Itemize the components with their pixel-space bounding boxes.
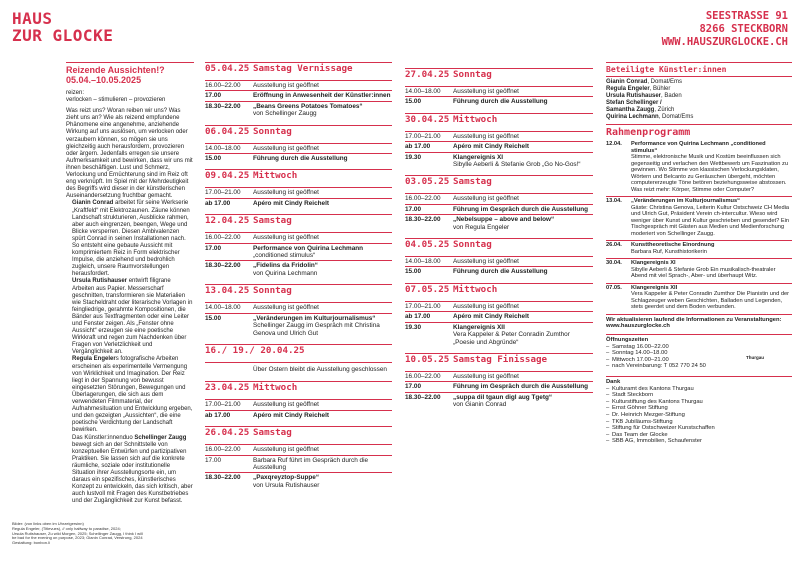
- event-title: Klangereignis XII: [453, 323, 505, 331]
- day-date: 09.04.25: [205, 170, 250, 182]
- event-time: ab 17.00: [205, 411, 231, 419]
- program-body: [631, 285, 792, 311]
- day-title: Mittwoch: [453, 113, 498, 125]
- day-date: 10.05.25: [405, 353, 450, 365]
- event-row: [205, 260, 392, 278]
- event-row: [405, 204, 593, 214]
- thanks-item: – Dr. Heinrich Mezger-Stiftung: [606, 412, 792, 419]
- artists-list: [606, 76, 792, 121]
- day-date: 27.04.25: [405, 69, 450, 80]
- artist-place: , Bühler: [649, 86, 671, 92]
- thanks-item: – Ernst Göhner Stiftung: [606, 405, 792, 412]
- event-time: 16.00–22.00: [205, 82, 241, 89]
- event-description: [453, 313, 593, 320]
- event-time: 18.30–22.00: [205, 474, 241, 482]
- event-description: [253, 145, 392, 152]
- program-text: Stimme, elektronische Musik und Kostüm beeinflussen sich gegenseitig und verlachen den Wettbewerb um Faszination zu gewinnen. Wo Stimme von klassischen Verlockungsklaten, Wörtern und Belcanto zu Geräuschen übergeht, möchten computererzeugte Töne betören beziehungsweise abstossen. Was reizt mehr: Körper, Stimme oder Computer?: [631, 154, 789, 193]
- day-header: [405, 283, 593, 301]
- event-title: Ausstellung ist geöffnet: [453, 258, 519, 266]
- event-subtitle: von Gianin Conrad: [453, 401, 507, 409]
- event-description: [453, 206, 593, 213]
- event-time: 17.00: [205, 456, 221, 464]
- thanks-item: – Stiftung für Ostschweizer Kunstschaffen: [606, 425, 792, 432]
- event-description: [253, 262, 392, 277]
- day-title: Mittwoch: [253, 382, 298, 394]
- event-description: [453, 394, 593, 409]
- day-date: 12.04.25: [205, 215, 250, 227]
- thanks-item: – Das Team der Glocke: [606, 432, 792, 439]
- event-title: Eröffnung in Anwesenheit der Künstler:innen: [253, 92, 391, 100]
- event-title: Performance von Quirina Lechmann: [253, 244, 364, 252]
- artist-name: Ursula Rutishauser: [606, 93, 662, 99]
- event-description: [253, 245, 392, 260]
- day-title: Samstag Vernissage: [253, 63, 353, 74]
- closure-note: Über Ostern bleibt die Ausstellung geschlossen: [205, 362, 392, 375]
- event-description: [253, 315, 392, 337]
- day-date: 05.04.25: [205, 63, 250, 74]
- artist-name: Gianin Conrad: [606, 79, 648, 85]
- day-date: 03.05.25: [405, 176, 450, 188]
- logo: [12, 10, 113, 44]
- event-description: [253, 82, 392, 89]
- program-item: [606, 258, 792, 280]
- event-row: [405, 86, 593, 96]
- event-title: „Paxqreyztop-Suppe“: [253, 474, 320, 482]
- event-title: Ausstellung ist geöffnet: [253, 82, 319, 89]
- event-time: 16.00–22.00: [205, 234, 241, 242]
- program-body: [631, 198, 792, 237]
- update-note: [606, 314, 792, 330]
- event-row: [205, 399, 392, 409]
- event-time: ab 17.00: [405, 313, 431, 321]
- event-description: [253, 304, 392, 311]
- event-time: 14.00–18.00: [205, 304, 241, 312]
- program-date: 12.04.: [606, 141, 622, 147]
- intro-sub1: reizen:: [66, 90, 85, 96]
- event-time: 17.00: [205, 92, 221, 100]
- program-text: Gäste: Christina Genova, Leiterin Kultur Ostschweiz CH Media und Ulrich Gut, Präsident Verein ch-intercultur. Wieso wird weniger über Kunst und Kultur geschrieben und gesendet? Ein Tischgespräch mit Gästen aus Medien und Medienforschung moderiert von Schellinger Zaugg.: [631, 204, 790, 237]
- event-time: 19.30: [405, 323, 421, 331]
- thanks-item: – Kulturamt des Kantons Thurgau: [606, 386, 792, 393]
- event-title: Apéro mit Cindy Reichelt: [253, 411, 329, 419]
- intro-column: [66, 62, 194, 505]
- event-time: 17.00–21.00: [205, 401, 241, 409]
- event-row: [205, 143, 392, 153]
- event-time: 17.00: [405, 205, 421, 213]
- event-subtitle: von Regula Engeler: [453, 223, 510, 231]
- event-title: „Fidelins da Fridolin“: [253, 262, 318, 270]
- program-text: Barbara Ruf, Kunsthistorikerin: [631, 248, 707, 255]
- day-title: Sonntag: [453, 239, 492, 251]
- event-time: 17.00: [405, 383, 421, 391]
- program-title: Klangereignis XI: [631, 260, 676, 266]
- program-title: „Veränderungen im Kulturjournalismus“: [631, 198, 741, 204]
- day-header: [205, 62, 392, 80]
- event-title: Barbara Ruf führt im Gespräch durch die Ausstellung: [253, 456, 369, 471]
- event-title: Ausstellung ist geöffnet: [253, 446, 319, 454]
- thanks-item: – TKB Jubiläums-Stiftung: [606, 419, 792, 426]
- event-description: [453, 268, 593, 275]
- event-time: ab 17.00: [405, 143, 431, 151]
- intro-paragraph-3: entwirft filigrane Arbeiten aus Papier. Messerscharf geschnitten, transformieren sie Materialien wie Stacheldraht oder literarische Vorlagen in feingliedrige, gerahmte Kompositionen, die Bänder aus Textfragmenten oder eine Leiter und Fenster zeigen. Als „Fenster ohne Aussicht“ erzeugen sie eine poetische Wirkkraft und regen zum Nachdenken über Fragen von Verletzlichkeit und Vergänglichkeit an.: [72, 278, 193, 356]
- event-row: [405, 256, 593, 266]
- logo-line-1: HAUS: [12, 9, 53, 28]
- event-description: [453, 88, 593, 95]
- event-title: Führung durch die Ausstellung: [253, 155, 348, 163]
- event-description: [453, 373, 593, 380]
- hours-item: – Mittwoch 17.00–21.00: [606, 357, 792, 364]
- event-row: [205, 410, 392, 420]
- artist-entry: [606, 86, 792, 93]
- event-time: 16.00–22.00: [205, 446, 241, 454]
- day-date: 13.04.25: [205, 285, 250, 297]
- event-row: [205, 101, 392, 119]
- event-description: [453, 98, 593, 105]
- event-time: 15.00: [405, 98, 421, 106]
- update-note-link[interactable]: www.hauszurglocke.ch: [606, 323, 670, 330]
- intro-paragraph-2: arbeitet für seine Werkserie „Kraftfeld“ mit Elektrozaunen. Zäune können Landschaft strukturieren, Ausblicke rahmen, aber auch eingrenzen, beengen, Wege und Blicke versperren. Diesen Ambivalenzen spürt Conrad in seinen Installationen nach. So entsteht eine gebaute Aussicht mit komprimiertem Reiz in Form elektrischer Impulse, die anziehend und bedrohlich zugleich, unsere Raumvorstellungen herausfordert.: [72, 200, 190, 278]
- rahmen-heading: Rahmenprogramm: [606, 124, 792, 140]
- intro-paragraph-5: bewegt sich an der Schnittstelle von konzeptuellen Entwürfen und partizipativen Praktiken. Sie lassen sich auf die konkrete räumliche, soziale oder institutionelle Situation ihrer Ausstellungsorte ein, um daraus ein spezifisches, künstlerisches Konzept zu entwickeln, das sich kritisch, aber auch lustvoll mit Fragen des Kunstbetriebes und der Zugänglichkeit zur Kunst befasst.: [72, 441, 193, 505]
- event-subtitle: von Ursula Rutishauser: [253, 481, 320, 489]
- event-title: Ausstellung ist geöffnet: [453, 88, 519, 95]
- event-title: Apéro mit Cindy Reichelt: [253, 199, 329, 207]
- credit-line: Bilder: (von links oben im Uhrzeigersinn): [12, 521, 84, 526]
- event-title: Ausstellung ist geöffnet: [453, 302, 519, 310]
- day-date: 04.05.25: [405, 239, 450, 251]
- event-title: Führung im Gespräch durch die Ausstellung: [453, 383, 589, 391]
- event-time: 18.30–22.00: [205, 262, 241, 270]
- program-item: [606, 240, 792, 255]
- event-time: 14.00–18.00: [205, 144, 241, 152]
- event-title: Ausstellung ist geöffnet: [453, 372, 519, 380]
- schedule-column-2: [405, 62, 593, 410]
- intro-paragraph-5-pre: Das Künstler:innenduo: [72, 434, 135, 441]
- event-title: Ausstellung ist geöffnet: [453, 132, 519, 140]
- program-date: 07.05.: [606, 284, 622, 291]
- program-text: Sibylle Aeberli & Stefanie Grob Ein musikalisch-theatraler Abend mit viel Sprach-, Aber- und überhaupt Witz.: [631, 266, 776, 279]
- day-header: [205, 381, 392, 399]
- event-time: 15.00: [205, 314, 221, 322]
- program-title: Performance von Quirina Lechmann „conditioned stimulus“: [631, 141, 766, 154]
- hours-item: – Samstag 16.00–22.00: [606, 344, 792, 351]
- hours-list: [606, 344, 792, 370]
- program-date: 26.04.: [606, 242, 622, 248]
- day-date: 23.04.25: [205, 382, 250, 394]
- program-date: 13.04.: [606, 198, 622, 204]
- program-title: Kunsttheoretische Einordnung: [631, 242, 715, 248]
- day-date: 07.05.25: [405, 283, 450, 295]
- event-time: 16.00–22.00: [405, 372, 441, 380]
- event-row: [405, 311, 593, 321]
- event-row: [405, 392, 593, 410]
- event-row: [205, 80, 392, 90]
- event-time: ab 17.00: [205, 199, 231, 207]
- intro-dates: 05.04.–10.05.2025: [66, 75, 142, 85]
- event-time: 18.30–22.00: [405, 216, 441, 224]
- artist-place: , Baden: [661, 93, 682, 99]
- event-row: [405, 266, 593, 276]
- event-row: [405, 371, 593, 381]
- thanks-item: – Stadt Steckborn: [606, 392, 792, 399]
- event-time: 17.00–21.00: [205, 189, 241, 197]
- day-title: Samstag: [453, 176, 492, 188]
- rahmen-list: [606, 140, 792, 311]
- event-row: [205, 153, 392, 163]
- event-row: [405, 193, 593, 203]
- day-header: [405, 353, 593, 371]
- event-description: [253, 446, 392, 453]
- program-body: [631, 141, 792, 193]
- artist-name: Regula Engeler: [606, 86, 650, 92]
- intro-title: Reizende Aussichten!?: [66, 62, 194, 75]
- day-date: 30.04.25: [405, 113, 450, 125]
- event-description: [253, 234, 392, 241]
- event-time: 15.00: [205, 155, 221, 163]
- event-description: [453, 133, 593, 140]
- day-date: 06.04.25: [205, 125, 250, 137]
- event-time: 18.30–22.00: [205, 102, 241, 110]
- thanks-list: [606, 386, 792, 445]
- thanks-item: – SBB AG, Immobilien, Schaufenster: [606, 438, 792, 445]
- event-time: 15.00: [405, 268, 421, 276]
- event-time: 19.30: [405, 153, 421, 161]
- program-item: [606, 283, 792, 311]
- event-row: [205, 313, 392, 338]
- day-header: [205, 426, 392, 444]
- event-title: Ausstellung ist geöffnet: [253, 401, 319, 409]
- hours-heading: Öffnungszeiten: [606, 334, 792, 344]
- artist-name-rutishauser: Ursula Rutishauser: [72, 278, 128, 285]
- event-row: [405, 96, 593, 106]
- update-note-text: Wir aktualisieren laufend die Informationen zu Veranstaltungen:: [606, 316, 782, 323]
- event-title: Ausstellung ist geöffnet: [253, 189, 319, 197]
- day-header: [405, 113, 593, 131]
- event-row: [205, 90, 392, 100]
- day-title: Samstag: [253, 215, 292, 227]
- day-header: [405, 238, 593, 256]
- artist-name: Samantha Zaugg: [606, 107, 655, 113]
- event-description: [453, 383, 593, 390]
- day-title: Sonntag: [253, 285, 292, 297]
- address-street: SEESTRASSE 91: [705, 10, 788, 22]
- credit-line: Regula Engeler, (Titlevues), // only halfway to paradise, 2024;: [12, 525, 121, 531]
- thanks-heading: Dank: [606, 376, 792, 386]
- intro-paragraph-1: Was reizt uns? Woran reiben wir uns? Was zieht uns an? Wie als reizend empfundene Phänomene eine angenehme, anziehende Wirkung auf uns auslösen, um verlocken oder verzaubern können, so mögen sie uns gleichzeitig auch herausfordern, provozieren oder ärgern. Jedenfalls erregen sie unsere Aufmerksamkeit und bewirken, dass wir uns mit ihnen beschäftigen. Lust und Schmerz, Verlockung und Ernüchterung sind im Reiz oft eng verknüpft. Im Spiel mit der Mehrdeutigkeit des Begriffs wird dieser in der künstlerischen Auseinandersetzung fruchtbar gemacht.: [66, 108, 193, 200]
- event-row: [205, 198, 392, 208]
- day-title: Sonntag: [253, 125, 292, 137]
- program-item: [606, 196, 792, 237]
- event-description: [253, 457, 392, 472]
- credit-line: Ursula Rutishauser, Zu wild Morgen, 2025; Schellinger Zaugg, I think I will: [12, 530, 143, 536]
- day-date: 26.04.25: [205, 427, 250, 439]
- artist-name-schellinger-zaugg: Schellinger Zaugg: [134, 434, 187, 441]
- event-title: Ausstellung ist geöffnet: [253, 304, 319, 312]
- program-title: Klangereignis XII: [631, 284, 678, 291]
- event-subtitle: Sibylle Aeberli & Stefanie Grob „Go No-Gos!“: [453, 161, 581, 169]
- event-row: [205, 455, 392, 473]
- day-title: Mittwoch: [253, 170, 298, 182]
- event-description: [253, 189, 392, 196]
- event-subtitle: von Quirina Lechmann: [253, 269, 318, 277]
- artists-heading: Beteiligte Künstler:innen: [606, 62, 792, 76]
- address-city: 8266 STECKBORN: [699, 23, 788, 35]
- event-time: 17.00–21.00: [405, 132, 441, 140]
- event-subtitle: Schellinger Zaugg im Gespräch mit Christina Genova und Ulrich Gut: [253, 322, 380, 337]
- event-description: [453, 143, 593, 150]
- artist-name: Stefan Schellinger /: [606, 100, 662, 106]
- event-time: 14.00–18.00: [405, 258, 441, 266]
- event-title: Führung im Gespräch durch die Ausstellung: [453, 205, 589, 213]
- event-title: „Nebelsuppe – above and below“: [453, 216, 555, 224]
- schedule-column-1: [205, 62, 392, 490]
- hours-item: – Sonntag 14.00–18.00: [606, 350, 792, 357]
- event-description: [453, 195, 593, 202]
- event-row: [205, 472, 392, 490]
- thanks-item: – Kulturstiftung des Kantons Thurgau: [606, 399, 792, 406]
- event-title: „suppa dil tgaun digl aug Tgetg“: [453, 393, 553, 401]
- event-description: [253, 474, 392, 489]
- intro-paragraph-4: s fotografische Arbeiten erscheinen als experimentelle Vermengung von Wirklichkeit und Imagination. Der Reiz liegt in der Spannung von bewusst eingesetzten Störungen, Bewegungen und Überlagerungen, die sich aus dem verwendeten Filmmaterial, der Aufnahmesituation und Entwicklung ergeben, und den gezeigten „Aussichten“, die eine poetische Verdichtung der Landschaft bewirken.: [72, 356, 193, 434]
- event-row: [405, 214, 593, 232]
- intro-sub2: verlocken – stimulieren – provozieren: [66, 97, 166, 104]
- day-header: [205, 344, 392, 362]
- event-title: Ausstellung ist geöffnet: [453, 195, 519, 203]
- artist-entry: [606, 79, 792, 86]
- event-time: 17.00–21.00: [405, 302, 441, 310]
- thurgau-badge: Thurgau: [746, 354, 764, 360]
- event-time: 16.00–22.00: [405, 195, 441, 203]
- day-header: [205, 169, 392, 187]
- day-title: Samstag Finissage: [453, 353, 548, 365]
- event-time: 17.00: [205, 244, 221, 252]
- event-row: [205, 232, 392, 242]
- event-row: [405, 131, 593, 141]
- event-row: [205, 243, 392, 261]
- event-subtitle: Vera Kappeler & Peter Conradin Zumthor „Poesie und Abgründe“: [453, 331, 570, 346]
- event-title: „Beans Greens Potatoes Tomatoes“: [253, 102, 363, 110]
- event-row: [205, 187, 392, 197]
- artist-place: , Domat/Ems: [658, 114, 694, 120]
- day-header: [205, 284, 392, 302]
- event-row: [405, 301, 593, 311]
- day-title: Samstag: [253, 427, 292, 439]
- event-description: [453, 324, 593, 346]
- artist-entry: [606, 107, 792, 114]
- event-description: [253, 103, 392, 118]
- program-date: 30.04.: [606, 260, 622, 266]
- artist-place: , Domat/Ems: [647, 79, 683, 85]
- event-row: [205, 444, 392, 454]
- event-description: [253, 401, 392, 408]
- website-link[interactable]: WWW.HAUSZURGLOCKE.CH: [661, 36, 788, 48]
- event-subtitle: „conditioned stimulus“: [253, 252, 316, 260]
- program-body: [631, 260, 792, 280]
- artist-name-conrad: Gianin Conrad: [72, 200, 114, 207]
- event-row: [405, 381, 593, 391]
- event-title: Ausstellung ist geöffnet: [253, 144, 319, 152]
- event-description: [253, 155, 392, 162]
- artist-entry: [606, 100, 792, 107]
- day-date: 16./ 19./ 20.04.25: [205, 344, 305, 356]
- program-text: Vera Kappeler & Peter Conradin Zumthor Die Pianistin und der Schlagzeuger weben Geschichten, Balladen und Legenden, stets geerdet und dem Boden verbunden.: [631, 291, 790, 310]
- event-title: Führung durch die Ausstellung: [453, 98, 548, 106]
- event-title: „Veränderungen im Kulturjournalismus“: [253, 314, 376, 322]
- credit-line: Gestaltung: bonbon.li: [12, 540, 50, 546]
- info-column: [606, 62, 792, 445]
- day-header: [205, 214, 392, 232]
- day-title: Mittwoch: [453, 283, 498, 295]
- day-title: Sonntag: [453, 69, 492, 80]
- event-description: [253, 200, 392, 207]
- event-time: 18.30–22.00: [405, 393, 441, 401]
- event-description: [453, 154, 593, 169]
- day-header: [405, 175, 593, 193]
- event-description: [453, 258, 593, 265]
- event-subtitle: von Schellinger Zaugg: [253, 110, 317, 118]
- event-title: Apéro mit Cindy Reichelt: [453, 143, 529, 151]
- event-time: 14.00–18.00: [405, 88, 441, 95]
- artist-entry: [606, 93, 792, 100]
- event-row: [205, 302, 392, 312]
- program-body: [631, 242, 792, 255]
- artist-name-engeler: Regula Engeler: [72, 356, 116, 363]
- event-row: [405, 141, 593, 151]
- event-description: [253, 92, 392, 99]
- event-row: [405, 322, 593, 347]
- event-row: [405, 152, 593, 170]
- program-item: [606, 140, 792, 193]
- artist-name: Quirina Lechmann: [606, 114, 659, 120]
- artist-entry: [606, 114, 792, 121]
- image-credits: [12, 522, 192, 546]
- address-block: [662, 10, 788, 49]
- event-title: Apéro mit Cindy Reichelt: [453, 313, 529, 321]
- event-description: [453, 303, 593, 310]
- day-header: [205, 125, 392, 143]
- event-description: [253, 412, 392, 419]
- day-header: [405, 68, 593, 86]
- artist-place: , Zürich: [654, 107, 675, 113]
- logo-line-2: ZUR GLOCKE: [12, 26, 114, 45]
- event-title: Führung durch die Ausstellung: [453, 268, 548, 276]
- credit-line: be bad for the evening on purpose, 2023; Gianin Conrad, Verstrung, 2024: [12, 535, 143, 541]
- hours-item: – nach Vereinbarung: T 052 770 24 50: [606, 363, 792, 370]
- event-title: Klangereignis XI: [453, 153, 504, 161]
- event-title: Ausstellung ist geöffnet: [253, 234, 319, 242]
- event-description: [453, 216, 593, 231]
